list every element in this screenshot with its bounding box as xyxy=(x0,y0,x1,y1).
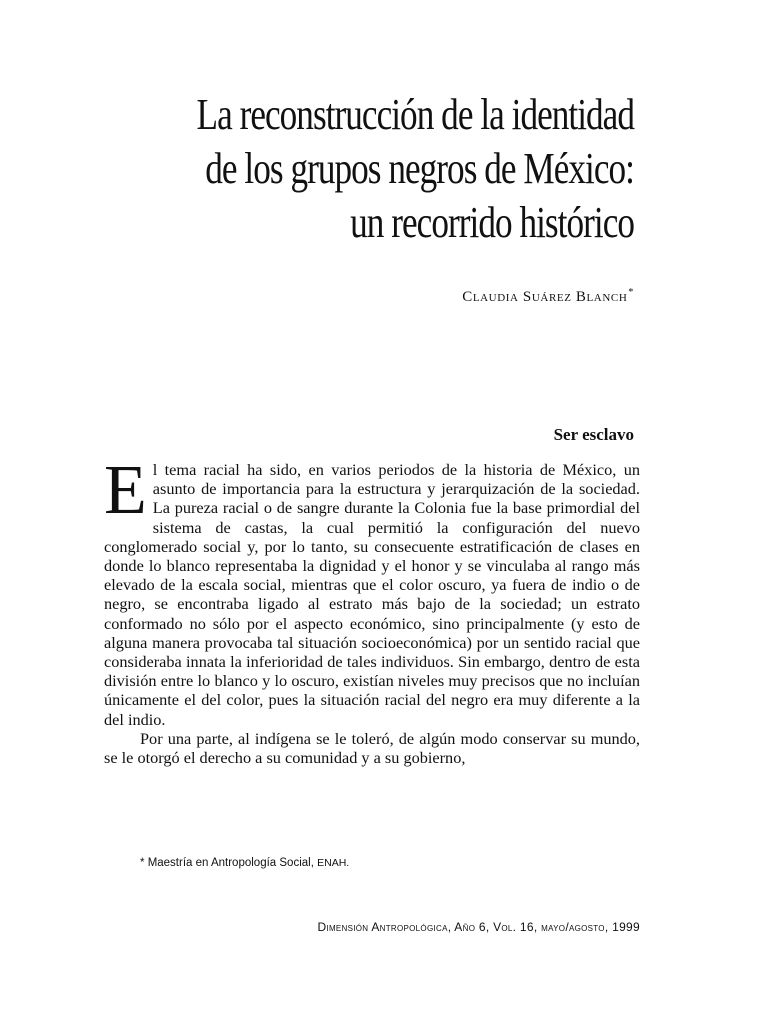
footnote xyxy=(140,857,349,869)
running-footer: Dimensión Antropológica, Año 6, Vol. 16, mayo/agosto, 1999 xyxy=(317,920,640,934)
footnote-mark: * xyxy=(140,857,145,869)
section-heading: Ser esclavo xyxy=(553,425,634,444)
paragraph-1-text: l tema racial ha sido, en varios periodos de la historia de México, un asunto de importancia para la estructura y jerarquización de la sociedad. La pureza racial o de sangre durante la Colonia fue la base primordial del sistema de castas, la cual permitió la configuración del nuevo conglomerado social y, por lo tanto, su consecuente estratificación de clases en donde lo blanco representaba la dignidad y el honor y se vinculaba al rango más elevado de la escala social, mientras que el color oscuro, ya fuera de indio o de negro, se encontraba ligado al estrato más bajo de la sociedad; un estrato conformado no sólo por el aspecto económico, sino principalmente (y esto de alguna manera provocaba tal situación socioeconómica) por un sentido racial que consideraba innata la inferioridad de tales individuos. Sin embargo, dentro de esta división entre lo blanco y lo oscuro, existían niveles muy precisos que no incluían únicamente el del color, pues la situación racial del negro era muy diferente a la del indio. xyxy=(104,460,640,729)
paragraph-2: Por una parte, al indígena se le toleró, de algún modo conservar su mundo, se le otorgó el derecho a su comunidad y a su gobierno, xyxy=(104,728,640,768)
title-line-3: un recorrido histórico xyxy=(350,198,634,247)
title-line-2: de los grupos negros de México: xyxy=(205,144,634,193)
title-line-1: La reconstrucción de la identidad xyxy=(196,90,634,139)
footnote-institution: ENAH. xyxy=(317,857,350,869)
article-title xyxy=(154,88,634,250)
paragraph-1 xyxy=(104,452,640,729)
author-byline xyxy=(462,287,634,306)
article-body xyxy=(104,452,640,768)
author-name: Claudia Suárez Blanch xyxy=(462,289,628,305)
drop-cap: E xyxy=(104,452,147,529)
footnote-text: Maestría en Antropología Social, xyxy=(147,857,314,869)
author-footnote-mark: * xyxy=(628,287,634,298)
